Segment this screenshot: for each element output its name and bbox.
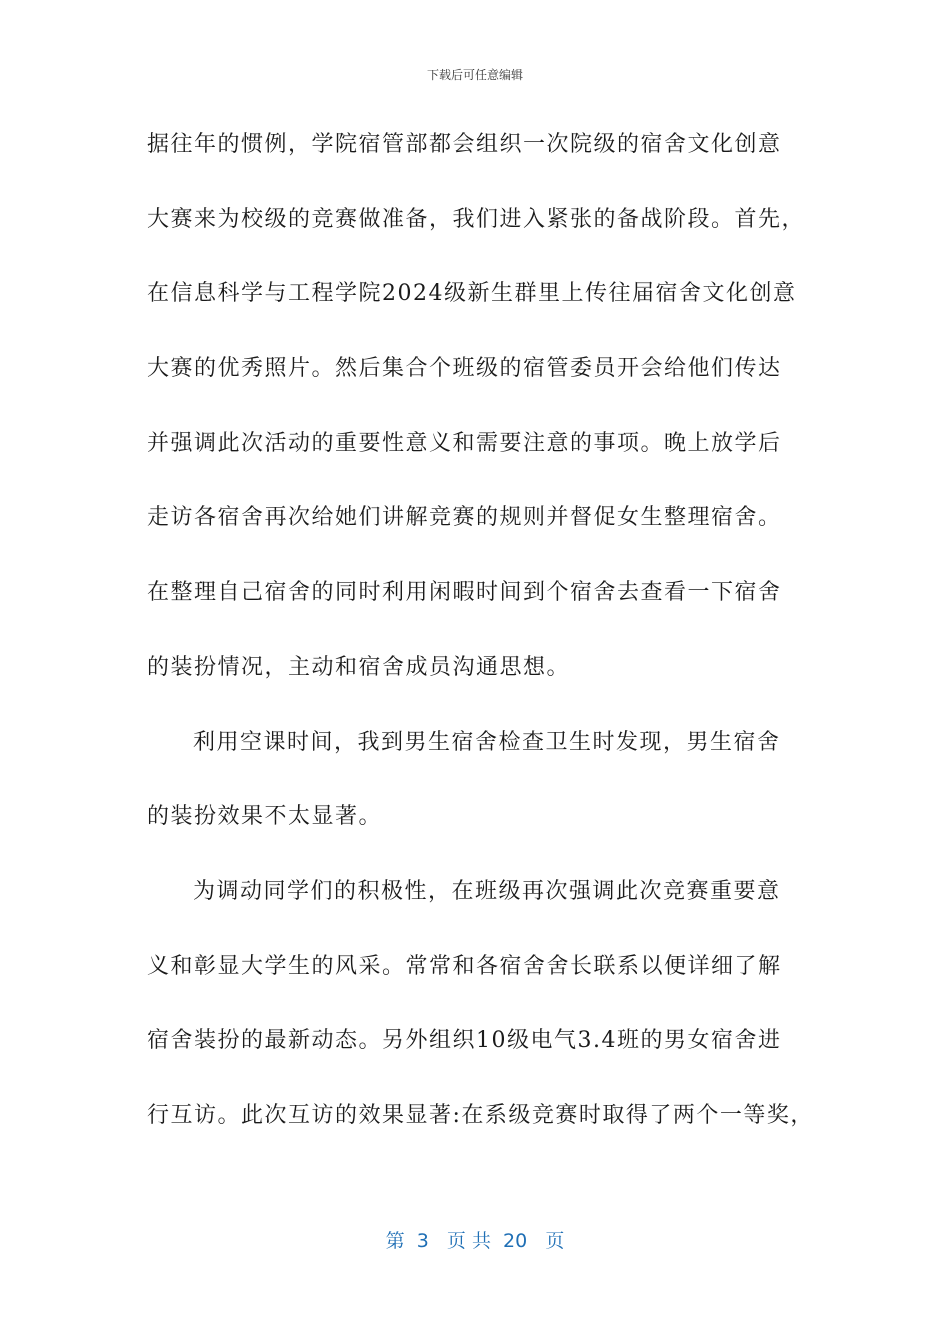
- body-line: 据往年的惯例，学院宿管部都会组织一次院级的宿舍文化创意: [147, 132, 782, 157]
- body-line: 走访各宿舍再次给她们讲解竞赛的规则并督促女生整理宿舍。: [147, 505, 782, 531]
- body-line: 的装扮效果不太显著。: [147, 804, 383, 830]
- paragraph-start-line: 利用空课时间，我到男生宿舍检查卫生时发现，男生宿舍: [193, 729, 781, 755]
- body-line: 义和彰显大学生的风采。常常和各宿舍舍长联系以便详细了解: [147, 953, 782, 979]
- body-line: 行互访。此次互访的效果显著:在系级竞赛时取得了两个一等奖，: [147, 1102, 814, 1128]
- page-header: 下载后可任意编辑: [426, 68, 523, 82]
- page-number-footer: 第 3 页 共 20 页: [385, 1230, 565, 1252]
- body-line: 的装扮情况，主动和宿舍成员沟通思想。: [147, 654, 571, 680]
- body-line: 在信息科学与工程学院2024级新生群里上传往届宿舍文化创意: [147, 281, 797, 307]
- body-line: 宿舍装扮的最新动态。另外组织10级电气3.4班的男女宿舍进: [147, 1028, 782, 1054]
- body-line: 在整理自己宿舍的同时利用闲暇时间到个宿舍去查看一下宿舍: [147, 580, 782, 606]
- document-body: [147, 120, 827, 1166]
- body-line: 大赛的优秀照片。然后集合个班级的宿管委员开会给他们传达: [147, 356, 782, 382]
- body-line: 并强调此次活动的重要性意义和需要注意的事项。晚上放学后: [147, 430, 782, 456]
- paragraph-start-line: 为调动同学们的积极性，在班级再次强调此次竞赛重要意: [193, 878, 781, 904]
- body-line: 大赛来为校级的竞赛做准备，我们进入紧张的备战阶段。首先，: [147, 206, 806, 232]
